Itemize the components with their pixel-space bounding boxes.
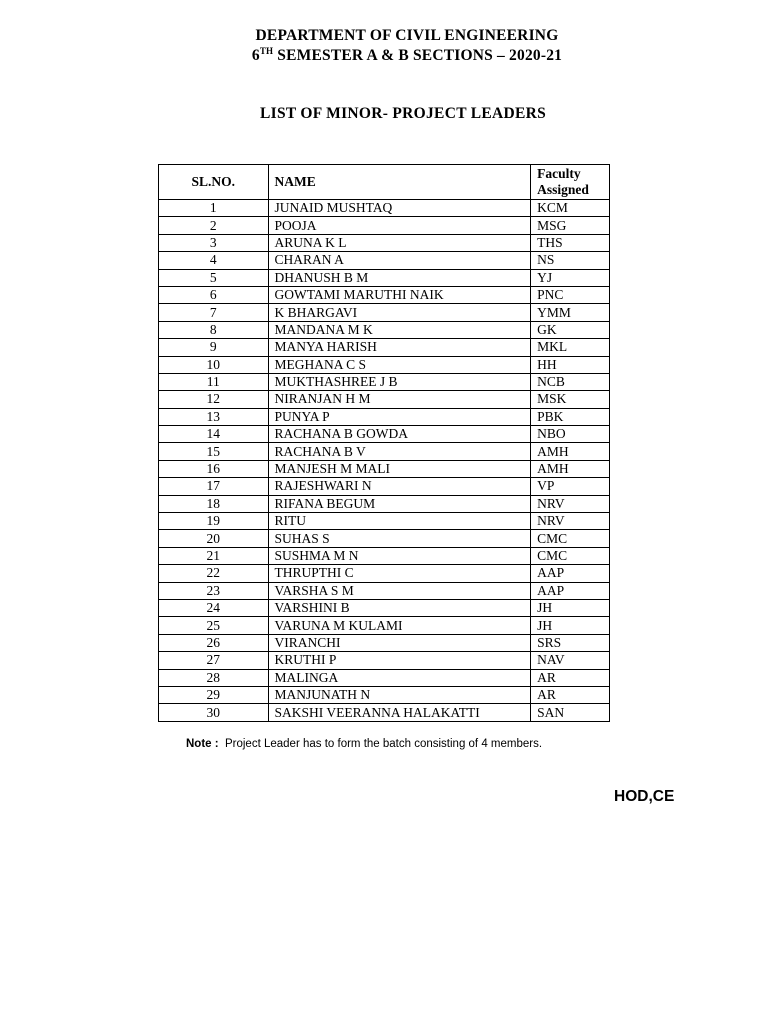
cell-faculty: AR [531,669,610,686]
table-row [159,530,610,547]
cell-slno: 24 [159,599,269,616]
table-row [159,443,610,460]
note-text: Project Leader has to form the batch consisting of 4 members. [218,738,543,750]
table-row [159,234,610,251]
cell-slno: 20 [159,530,269,547]
table-row [159,252,610,269]
header-faculty [531,165,610,200]
cell-faculty: HH [531,356,610,373]
signature: HOD,CE [614,788,675,805]
cell-slno: 25 [159,617,269,634]
header-name: NAME [268,165,531,200]
cell-name: RACHANA B GOWDA [268,426,531,443]
cell-faculty: PBK [531,408,610,425]
table-row [159,617,610,634]
cell-name: VARSHA S M [268,582,531,599]
table-row [159,426,610,443]
table-row [159,565,610,582]
cell-name: VARSHINI B [268,599,531,616]
project-leaders-table [158,164,610,722]
cell-slno: 17 [159,478,269,495]
cell-faculty: GK [531,321,610,338]
cell-faculty: AMH [531,443,610,460]
cell-faculty: NAV [531,652,610,669]
note [186,738,542,750]
cell-faculty: AR [531,686,610,703]
cell-faculty: NCB [531,373,610,390]
cell-slno: 11 [159,373,269,390]
table-row [159,547,610,564]
cell-faculty: NRV [531,513,610,530]
table-header-row [159,165,610,200]
note-label: Note : [186,738,219,750]
cell-name: MANYA HARISH [268,339,531,356]
cell-name: SAKSHI VEERANNA HALAKATTI [268,704,531,721]
department-title: DEPARTMENT OF CIVIL ENGINEERING [255,27,559,44]
cell-name: POOJA [268,217,531,234]
cell-slno: 18 [159,495,269,512]
cell-name: KRUTHI P [268,652,531,669]
cell-name: JUNAID MUSHTAQ [268,200,531,217]
cell-faculty: JH [531,599,610,616]
semester-title [0,47,768,65]
semester-number: 6 [251,47,260,64]
table-row [159,339,610,356]
cell-slno: 8 [159,321,269,338]
cell-slno: 12 [159,391,269,408]
cell-name: NIRANJAN H M [268,391,531,408]
table-row [159,217,610,234]
cell-slno: 23 [159,582,269,599]
cell-name: MALINGA [268,669,531,686]
table-row [159,652,610,669]
cell-faculty: YMM [531,304,610,321]
cell-slno: 30 [159,704,269,721]
header-faculty-line1: Faculty [537,166,581,181]
cell-faculty: KCM [531,200,610,217]
cell-faculty: AAP [531,565,610,582]
cell-faculty: CMC [531,547,610,564]
cell-slno: 7 [159,304,269,321]
cell-slno: 22 [159,565,269,582]
cell-name: K BHARGAVI [268,304,531,321]
cell-slno: 9 [159,339,269,356]
cell-faculty: JH [531,617,610,634]
cell-slno: 10 [159,356,269,373]
cell-faculty: NRV [531,495,610,512]
cell-name: SUHAS S [268,530,531,547]
cell-faculty: NBO [531,426,610,443]
semester-rest: SEMESTER A & B SECTIONS – 2020-21 [273,47,563,64]
cell-name: PUNYA P [268,408,531,425]
cell-faculty: AMH [531,460,610,477]
cell-faculty: MSG [531,217,610,234]
table-row [159,391,610,408]
cell-slno: 6 [159,286,269,303]
table-row [159,356,610,373]
cell-slno: 26 [159,634,269,651]
cell-name: ARUNA K L [268,234,531,251]
cell-faculty: THS [531,234,610,251]
cell-slno: 3 [159,234,269,251]
table-row [159,408,610,425]
cell-faculty: MSK [531,391,610,408]
table-row [159,513,610,530]
header-faculty-line2: Assigned [537,182,589,197]
cell-name: GOWTAMI MARUTHI NAIK [268,286,531,303]
cell-slno: 16 [159,460,269,477]
table-row [159,304,610,321]
table-row [159,582,610,599]
cell-name: THRUPTHI C [268,565,531,582]
cell-slno: 14 [159,426,269,443]
cell-faculty: AAP [531,582,610,599]
cell-name: RIFANA BEGUM [268,495,531,512]
cell-slno: 28 [159,669,269,686]
cell-slno: 5 [159,269,269,286]
cell-name: RAJESHWARI N [268,478,531,495]
cell-name: VARUNA M KULAMI [268,617,531,634]
table-row [159,634,610,651]
table-row [159,460,610,477]
cell-name: MANJESH M MALI [268,460,531,477]
cell-slno: 13 [159,408,269,425]
table-row [159,478,610,495]
cell-name: MANJUNATH N [268,686,531,703]
cell-name: MANDANA M K [268,321,531,338]
table-row [159,495,610,512]
table-row [159,373,610,390]
cell-faculty: CMC [531,530,610,547]
cell-name: RACHANA B V [268,443,531,460]
cell-name: MUKTHASHREE J B [268,373,531,390]
cell-faculty: YJ [531,269,610,286]
cell-name: DHANUSH B M [268,269,531,286]
table-body [159,200,610,722]
cell-faculty: MKL [531,339,610,356]
cell-slno: 4 [159,252,269,269]
table-row [159,321,610,338]
cell-name: RITU [268,513,531,530]
cell-slno: 2 [159,217,269,234]
cell-name: VIRANCHI [268,634,531,651]
cell-faculty: VP [531,478,610,495]
table-row [159,686,610,703]
cell-faculty: SRS [531,634,610,651]
list-title: LIST OF MINOR- PROJECT LEADERS [260,105,547,122]
table-row [159,269,610,286]
table-row [159,669,610,686]
cell-faculty: SAN [531,704,610,721]
cell-slno: 29 [159,686,269,703]
cell-slno: 1 [159,200,269,217]
cell-slno: 15 [159,443,269,460]
cell-slno: 27 [159,652,269,669]
table-row [159,599,610,616]
header-slno: SL.NO. [159,165,269,200]
cell-faculty: PNC [531,286,610,303]
cell-name: CHARAN A [268,252,531,269]
cell-slno: 21 [159,547,269,564]
table-row [159,704,610,721]
semester-ordinal-suffix: TH [259,46,274,56]
table-row [159,286,610,303]
cell-slno: 19 [159,513,269,530]
cell-name: MEGHANA C S [268,356,531,373]
table-row [159,200,610,217]
cell-name: SUSHMA M N [268,547,531,564]
cell-faculty: NS [531,252,610,269]
